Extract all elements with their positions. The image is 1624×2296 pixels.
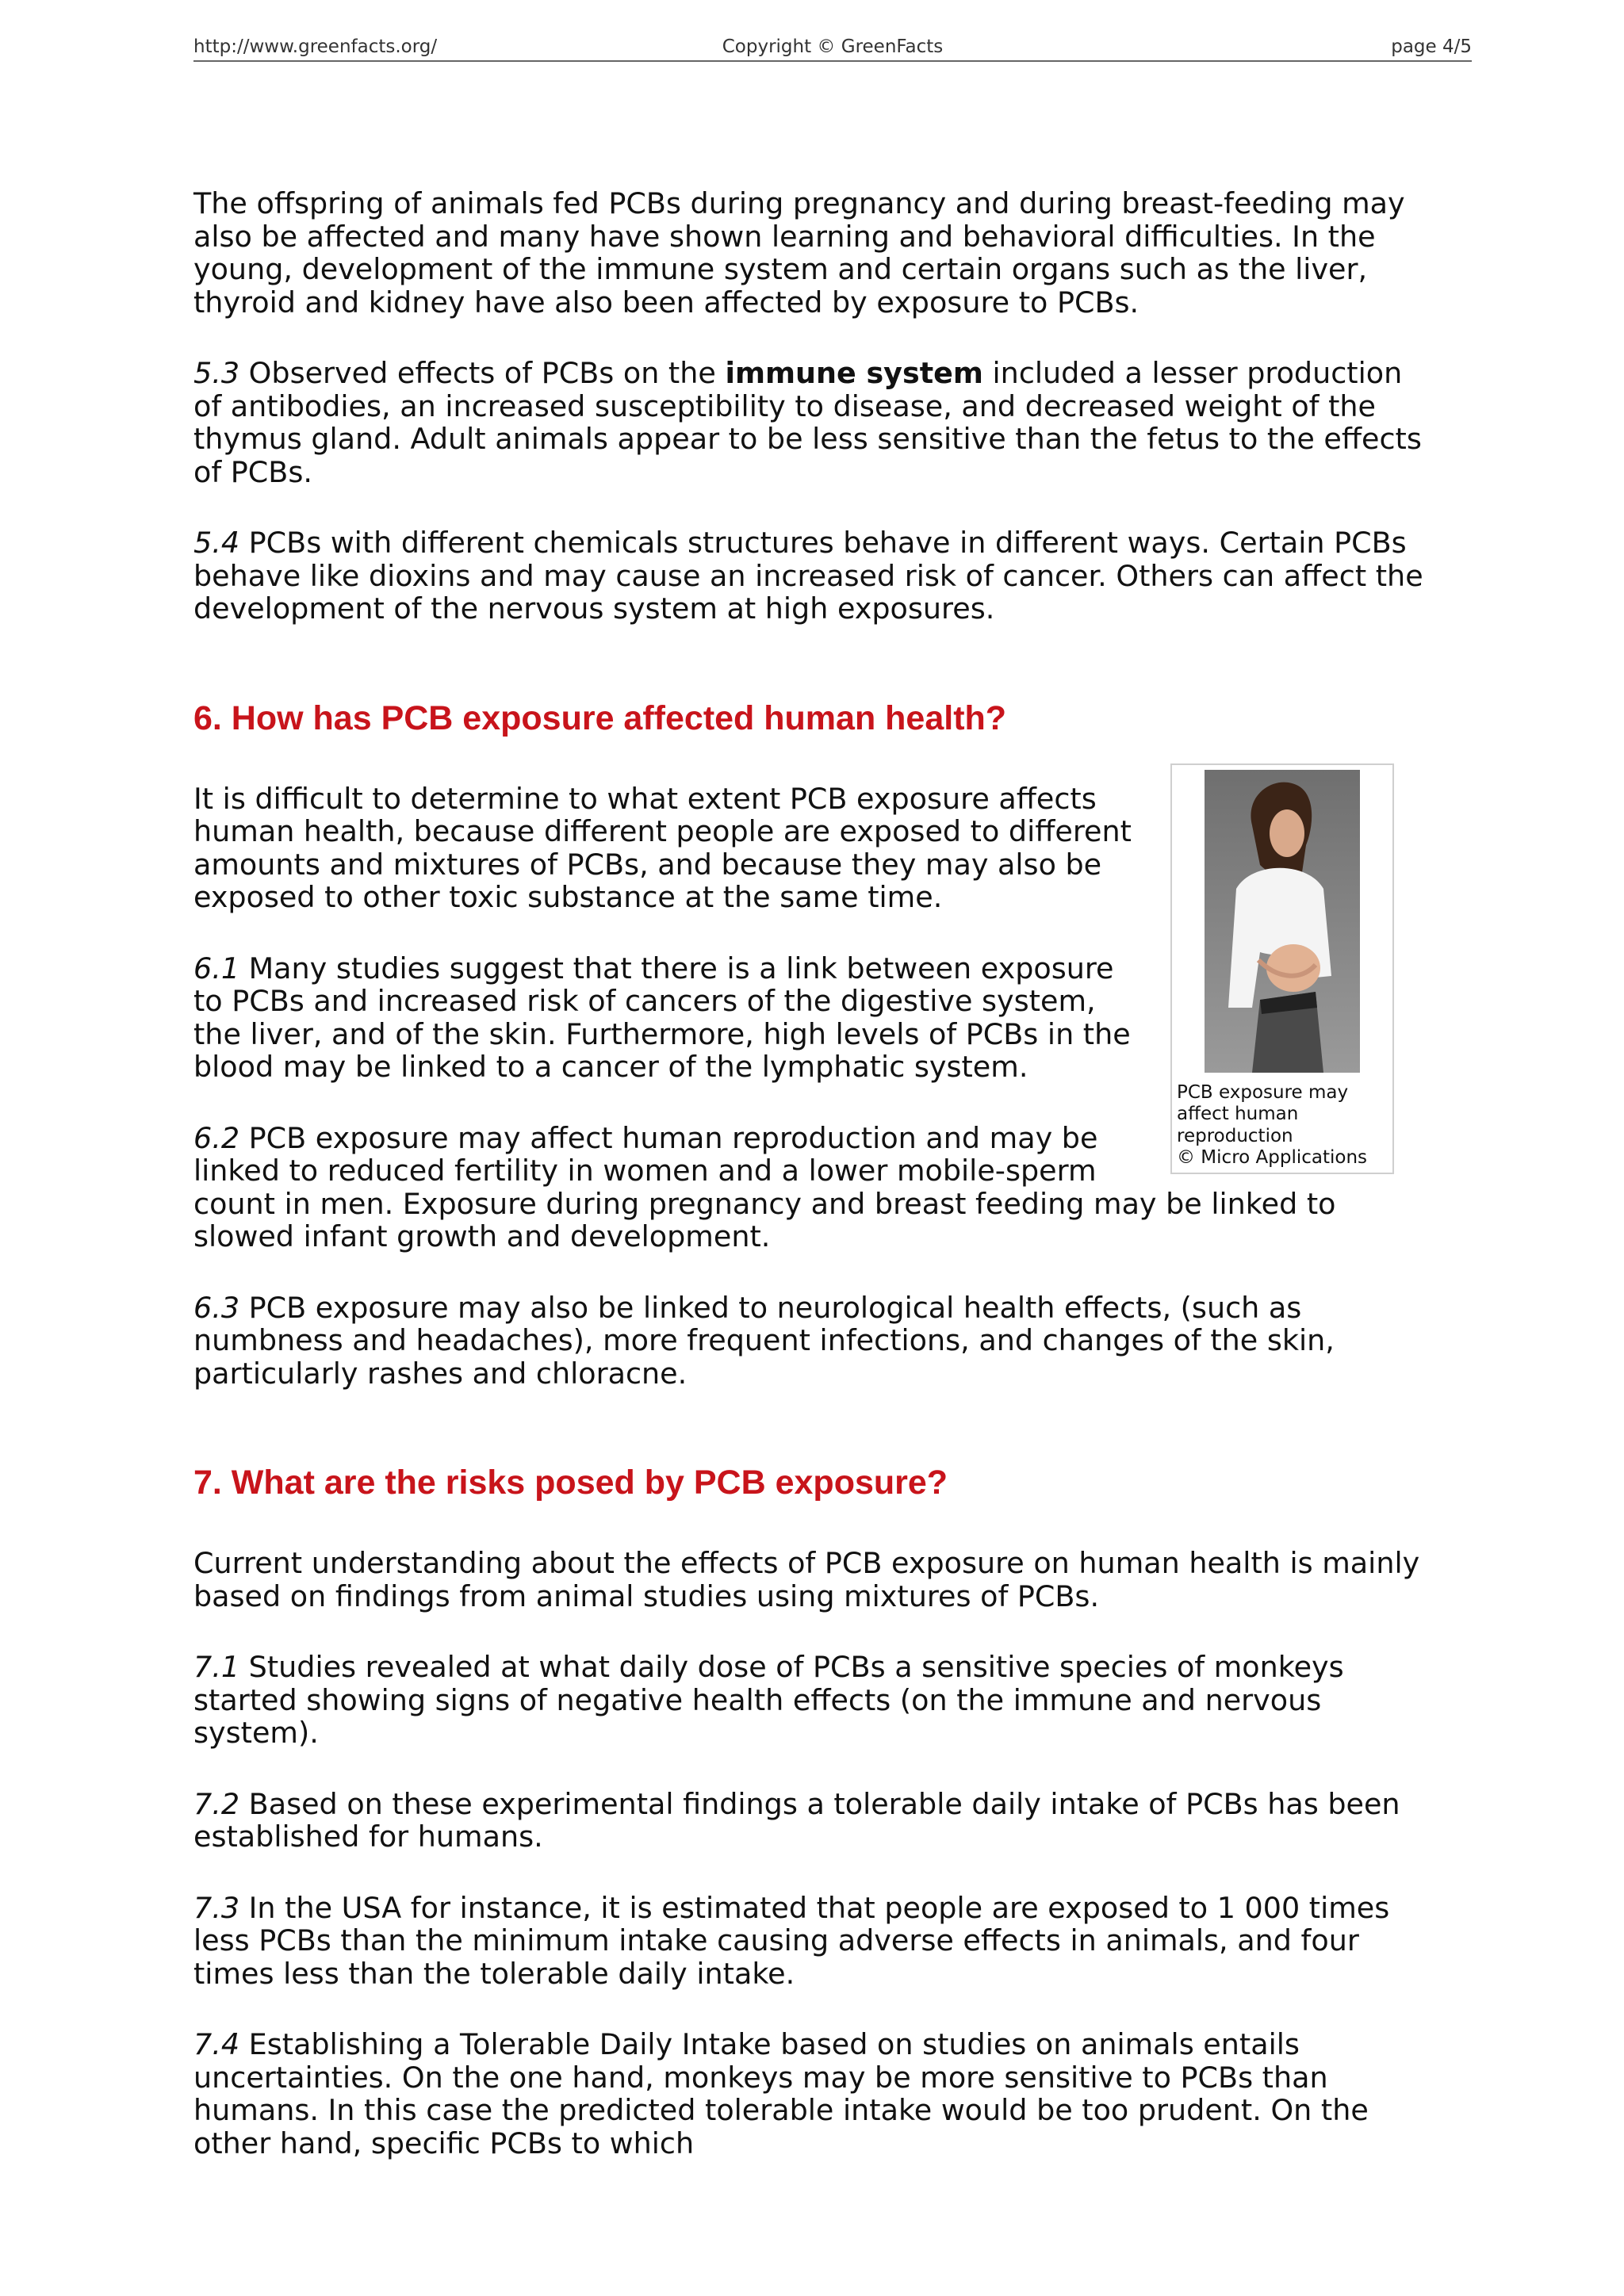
paragraph-text: Many studies suggest that there is a link between exposure to PCBs and increased risk of cancers of the digestive system, the liver, and of the skin. Furthermore, high levels of PCBs in the blood may be linked to a cancer of the lymphatic system. bbox=[193, 951, 1131, 1084]
paragraph-number: 5.4 bbox=[193, 526, 240, 560]
header-page-number: page 4/5 bbox=[1391, 36, 1472, 57]
paragraph-number: 6.2 bbox=[193, 1120, 240, 1155]
paragraph-5-3 bbox=[193, 357, 1435, 488]
paragraph-6-3 bbox=[193, 1292, 1435, 1391]
paragraph-text: In the USA for instance, it is estimated that people are exposed to 1 000 times less PCBs than the minimum intake causing adverse effects in animals, and four times less than the tolerable daily intake. bbox=[193, 1890, 1390, 1991]
paragraph-text: Studies revealed at what daily dose of PCBs a sensitive species of monkeys started showing signs of negative health effects (on the immune and nervous system). bbox=[193, 1650, 1344, 1750]
page-header bbox=[193, 35, 1472, 62]
paragraph-5-4 bbox=[193, 526, 1435, 626]
paragraph-number: 7.3 bbox=[193, 1890, 240, 1925]
paragraph-7-3 bbox=[193, 1892, 1435, 1991]
paragraph-6-intro: It is difficult to determine to what extent PCB exposure affects human health, because different people are exposed to different amounts and mixtures of PCBs, and because they may also be exposed to other toxic substance at the same time. bbox=[193, 781, 1132, 914]
paragraph-7-4 bbox=[193, 2028, 1435, 2160]
paragraph-7-1 bbox=[193, 1651, 1435, 1750]
paragraph-text: Establishing a Tolerable Daily Intake based on studies on animals entails uncertainties. On the one hand, monkeys may be more sensitive to PCBs than humans. In this case the predicted tolerable intake would be too prudent. On the other hand, specific PCBs to which bbox=[193, 2027, 1369, 2160]
section-7-title: 7. What are the risks posed by PCB exposure? bbox=[193, 1464, 948, 1502]
paragraph-7-intro: Current understanding about the effects of PCB exposure on human health is mainly based on findings from animal studies using mixtures of PCBs. bbox=[193, 1546, 1420, 1613]
paragraph-number: 7.4 bbox=[193, 2027, 240, 2061]
paragraph-number: 7.1 bbox=[193, 1650, 240, 1684]
paragraph-text: Based on these experimental findings a tolerable daily intake of PCBs has been established for humans. bbox=[193, 1786, 1400, 1854]
document-body bbox=[193, 187, 1435, 2198]
paragraph-text: PCBs with different chemicals structures behave in different ways. Certain PCBs behave like dioxins and may cause an increased risk of cancer. Others can affect the development of the nervous system at high exposures. bbox=[193, 526, 1423, 626]
pregnant-woman-photo bbox=[1205, 770, 1360, 1073]
figure-caption-text: PCB exposure may affect human reproduction bbox=[1177, 1081, 1349, 1146]
figure-caption bbox=[1177, 1082, 1388, 1169]
header-url: http://www.greenfacts.org/ bbox=[193, 36, 438, 57]
paragraph-number: 6.3 bbox=[193, 1290, 240, 1325]
paragraph-text: PCB exposure may also be linked to neurological health effects, (such as numbness and headaches), more frequent infections, and changes of the skin, particularly rashes and chloracne. bbox=[193, 1290, 1335, 1391]
paragraph-text: included a lesser production of antibodies, an increased susceptibility to disease, and decreased weight of the thymus gland. Adult animals appear to be less sensitive than the fetus to the effects of PCBs. bbox=[193, 356, 1422, 489]
paragraph-text: Observed effects of PCBs on the bbox=[239, 356, 726, 390]
paragraph-number: 5.3 bbox=[193, 356, 240, 390]
header-copyright: Copyright © GreenFacts bbox=[722, 36, 944, 57]
figure-pregnant-woman bbox=[1170, 763, 1394, 1174]
paragraph-offspring: The offspring of animals fed PCBs during pregnancy and during breast-feeding may also be affected and many have shown learning and behavioral difficulties. In the young, development of the immune system and certain organs such as the liver, thyroid and kidney have also been affected by exposure to PCBs. bbox=[193, 186, 1405, 320]
paragraph-number: 7.2 bbox=[193, 1786, 240, 1821]
paragraph-number: 6.1 bbox=[193, 951, 240, 985]
glossary-term-immune-system: immune system bbox=[725, 356, 983, 390]
paragraph-7-2 bbox=[193, 1788, 1435, 1854]
paragraph-text: PCB exposure may affect human reproduction and may be linked to reduced fertility in women and a lower mobile-sperm count in men. Exposure during pregnancy and breast feeding may be linked to slowed infant growth and development. bbox=[193, 1120, 1336, 1253]
section-6-title: 6. How has PCB exposure affected human health? bbox=[193, 698, 1007, 737]
figure-credit: © Micro Applications bbox=[1177, 1147, 1368, 1168]
